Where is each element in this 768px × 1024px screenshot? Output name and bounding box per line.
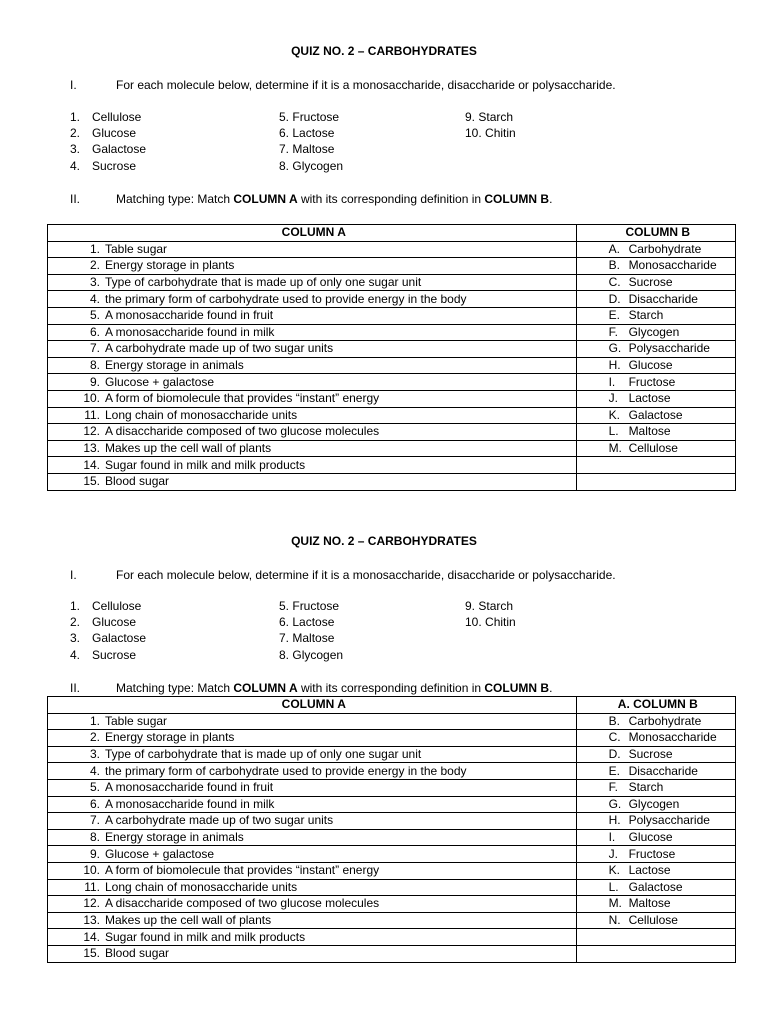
item-number: 3. [89, 275, 100, 290]
item-definition: A monosaccharide found in fruit [105, 308, 274, 323]
choice-letter: D. [608, 291, 621, 306]
item-definition: Energy storage in animals [105, 830, 244, 845]
column-b-cell [576, 440, 735, 457]
column-a-cell [48, 730, 577, 747]
item-definition: A carbohydrate made up of two sugar units [105, 813, 334, 828]
choice-letter: L. [608, 879, 619, 894]
item-number: 2. [89, 730, 100, 745]
column-b-cell [576, 258, 735, 275]
choice-term: Glucose [628, 358, 673, 373]
column-a-cell [48, 473, 577, 490]
table-row [48, 374, 736, 391]
item-number: 8. [89, 830, 100, 845]
column-b-cell [576, 324, 735, 341]
molecule-item: 6. Lactose [279, 615, 335, 629]
column-b-cell [576, 746, 735, 763]
choice-term: Glucose [628, 830, 673, 845]
item-number: 7. [89, 813, 100, 828]
item-definition: Makes up the cell wall of plants [105, 441, 272, 456]
table-row [48, 846, 736, 863]
column-a-cell [48, 390, 577, 407]
item-number: 12. [83, 896, 100, 911]
column-b-cell [576, 896, 735, 913]
choice-letter: E. [608, 763, 620, 778]
column-a-cell [48, 324, 577, 341]
item-definition: Glucose + galactose [105, 374, 215, 389]
column-b-cell [576, 796, 735, 813]
table-row [48, 763, 736, 780]
choice-term: Carbohydrate [628, 713, 702, 728]
column-b-cell [576, 457, 735, 474]
table-row [48, 713, 736, 730]
part-2-instruction: II. Matching type: Match COLUMN A with its corresponding definition in COLUMN B. [70, 192, 553, 206]
column-a-cell [48, 846, 577, 863]
column-b-cell [576, 407, 735, 424]
column-a-cell [48, 274, 577, 291]
table-row [48, 241, 736, 258]
table-row [48, 813, 736, 830]
item-number: 15. [83, 946, 100, 961]
choice-letter: B. [608, 713, 620, 728]
column-b-cell [576, 274, 735, 291]
table-row [48, 341, 736, 358]
item-definition: Table sugar [105, 241, 168, 256]
column-a-cell [48, 746, 577, 763]
matching-table [47, 224, 736, 491]
column-a-header: COLUMN A [48, 225, 577, 242]
choice-letter: L. [608, 424, 619, 439]
choice-term: Starch [628, 308, 664, 323]
table-row [48, 473, 736, 490]
item-number: 9. [89, 374, 100, 389]
column-a-cell [48, 763, 577, 780]
column-a-cell [48, 829, 577, 846]
choice-letter: G. [608, 796, 622, 811]
item-number: 12. [83, 424, 100, 439]
molecule-item: 8. Glycogen [279, 159, 344, 173]
item-number: 9. [89, 846, 100, 861]
choice-term: Glycogen [628, 796, 680, 811]
column-a-cell [48, 945, 577, 962]
column-a-cell [48, 440, 577, 457]
item-definition: the primary form of carbohydrate used to provide energy in the body [105, 291, 467, 306]
table-row [48, 357, 736, 374]
choice-letter: K. [608, 407, 620, 422]
choice-term: Cellulose [628, 913, 678, 928]
item-number: 10. [83, 863, 100, 878]
choice-term: Disaccharide [628, 763, 698, 778]
column-b-cell [576, 912, 735, 929]
item-definition: Type of carbohydrate that is made up of only one sugar unit [105, 275, 422, 290]
choice-term: Lactose [628, 863, 671, 878]
choice-letter: H. [608, 813, 621, 828]
choice-letter: G. [608, 341, 622, 356]
item-definition: the primary form of carbohydrate used to provide energy in the body [105, 763, 467, 778]
column-b-cell [576, 779, 735, 796]
item-number: 4. [89, 763, 100, 778]
column-a-cell [48, 357, 577, 374]
column-a-cell [48, 374, 577, 391]
column-b-cell [576, 862, 735, 879]
choice-term: Glycogen [628, 324, 680, 339]
item-definition: Sugar found in milk and milk products [105, 457, 306, 472]
choice-letter: N. [608, 913, 621, 928]
item-number: 11. [84, 879, 100, 894]
item-number: 11. [84, 407, 100, 422]
column-b-cell [576, 473, 735, 490]
choice-term: Maltose [628, 896, 671, 911]
molecule-item: 6. Lactose [279, 126, 335, 140]
item-number: 6. [89, 796, 100, 811]
item-number: 5. [89, 780, 100, 795]
column-a-cell [48, 341, 577, 358]
table-row [48, 407, 736, 424]
item-definition: A monosaccharide found in milk [105, 324, 275, 339]
part-text: For each molecule below, determine if it is a monosaccharide, disaccharide or polysaccharide. [116, 78, 616, 92]
column-a-cell [48, 896, 577, 913]
item-number: 5. [89, 308, 100, 323]
molecule-item: 8. Glycogen [279, 648, 344, 662]
table-row [48, 324, 736, 341]
choice-letter: E. [608, 308, 620, 323]
column-a-cell [48, 912, 577, 929]
choice-letter: H. [608, 358, 621, 373]
choice-term: Sucrose [628, 747, 673, 762]
choice-letter: I. [608, 830, 616, 845]
quiz-section-1 [0, 0, 768, 500]
column-b-header: COLUMN B [576, 225, 735, 242]
column-a-cell [48, 407, 577, 424]
column-a-cell [48, 779, 577, 796]
choice-letter: J. [608, 846, 618, 861]
column-a-cell [48, 258, 577, 275]
item-number: 13. [83, 913, 100, 928]
choice-term: Sucrose [628, 275, 673, 290]
table-row [48, 746, 736, 763]
item-definition: A form of biomolecule that provides “instant” energy [105, 391, 380, 406]
column-b-cell [576, 341, 735, 358]
molecule-item: 1. Cellulose [70, 599, 142, 613]
molecule-item: 7. Maltose [279, 142, 335, 156]
table-row [48, 258, 736, 275]
table-row [48, 390, 736, 407]
molecule-item: 5. Fructose [279, 599, 340, 613]
choice-letter: C. [608, 730, 621, 745]
item-definition: Sugar found in milk and milk products [105, 929, 306, 944]
table-row [48, 730, 736, 747]
part-text: For each molecule below, determine if it is a monosaccharide, disaccharide or polysaccharide. [116, 568, 616, 582]
part-1-instruction [70, 568, 616, 582]
molecule-item: 7. Maltose [279, 631, 335, 645]
item-definition: A disaccharide composed of two glucose molecules [105, 424, 380, 439]
part-2-instruction: II. Matching type: Match COLUMN A with its corresponding definition in COLUMN B. [70, 681, 553, 695]
choice-term: Carbohydrate [628, 241, 702, 256]
column-a-cell [48, 291, 577, 308]
column-b-cell [576, 357, 735, 374]
item-number: 7. [89, 341, 100, 356]
molecule-item: 3. Galactose [70, 631, 147, 645]
item-number: 8. [89, 358, 100, 373]
item-number: 14. [83, 929, 100, 944]
column-b-cell [576, 763, 735, 780]
item-number: 13. [83, 441, 100, 456]
item-definition: Energy storage in animals [105, 358, 244, 373]
table-row [48, 896, 736, 913]
column-b-cell [576, 730, 735, 747]
choice-term: Monosaccharide [628, 258, 717, 273]
column-a-cell [48, 713, 577, 730]
column-a-cell [48, 879, 577, 896]
table-row [48, 945, 736, 962]
column-b-cell [576, 879, 735, 896]
table-row [48, 307, 736, 324]
choice-letter: F. [608, 324, 618, 339]
item-number: 1. [89, 713, 100, 728]
molecule-item: 2. Glucose [70, 615, 137, 629]
column-b-cell [576, 241, 735, 258]
item-definition: A form of biomolecule that provides “instant” energy [105, 863, 380, 878]
part-number: I. [70, 568, 77, 582]
table-row [48, 440, 736, 457]
table-row [48, 291, 736, 308]
column-b-cell [576, 929, 735, 946]
item-number: 1. [89, 241, 100, 256]
table-row [48, 862, 736, 879]
item-number: 4. [89, 291, 100, 306]
item-number: 3. [89, 747, 100, 762]
molecule-item: 4. Sucrose [70, 159, 137, 173]
item-definition: Blood sugar [105, 474, 170, 489]
choice-term: Disaccharide [628, 291, 698, 306]
molecule-item: 9. Starch [465, 599, 514, 613]
table-row [48, 829, 736, 846]
column-b-cell [576, 307, 735, 324]
table-row [48, 929, 736, 946]
item-definition: A monosaccharide found in fruit [105, 780, 274, 795]
item-definition: A monosaccharide found in milk [105, 796, 275, 811]
matching-table [47, 696, 736, 963]
molecule-item: 4. Sucrose [70, 648, 137, 662]
table-row [48, 424, 736, 441]
table-row [48, 912, 736, 929]
molecule-item: 5. Fructose [279, 110, 340, 124]
molecule-item: 2. Glucose [70, 126, 137, 140]
column-a-cell [48, 307, 577, 324]
item-definition: Glucose + galactose [105, 846, 215, 861]
part-number: I. [70, 78, 77, 92]
column-a-header: COLUMN A [48, 697, 577, 714]
molecule-item: 10. Chitin [465, 615, 516, 629]
column-a-cell [48, 862, 577, 879]
quiz-title: QUIZ NO. 2 – CARBOHYDRATES [291, 534, 477, 548]
table-row [48, 779, 736, 796]
item-definition: Long chain of monosaccharide units [105, 879, 298, 894]
item-number: 10. [83, 391, 100, 406]
quiz-section-2 [0, 490, 768, 990]
item-definition: Energy storage in plants [105, 258, 235, 273]
choice-term: Monosaccharide [628, 730, 717, 745]
part-1-instruction [70, 78, 616, 92]
choice-letter: A. [608, 241, 620, 256]
table-row [48, 457, 736, 474]
column-a-cell [48, 424, 577, 441]
item-number: 6. [89, 324, 100, 339]
item-definition: Energy storage in plants [105, 730, 235, 745]
column-b-cell [576, 424, 735, 441]
column-b-cell [576, 846, 735, 863]
choice-term: Fructose [628, 374, 676, 389]
table-row [48, 879, 736, 896]
column-a-cell [48, 241, 577, 258]
column-a-cell [48, 929, 577, 946]
choice-letter: B. [608, 258, 620, 273]
column-b-cell [576, 291, 735, 308]
item-number: 15. [83, 474, 100, 489]
column-a-cell [48, 457, 577, 474]
item-definition: Type of carbohydrate that is made up of only one sugar unit [105, 747, 422, 762]
choice-term: Fructose [628, 846, 676, 861]
item-number: 14. [83, 457, 100, 472]
item-definition: Blood sugar [105, 946, 170, 961]
quiz-title: QUIZ NO. 2 – CARBOHYDRATES [291, 44, 477, 58]
table-row [48, 274, 736, 291]
choice-term: Polysaccharide [628, 341, 710, 356]
item-number: 2. [89, 258, 100, 273]
choice-letter: M. [608, 441, 622, 456]
column-a-cell [48, 796, 577, 813]
column-b-header: A. COLUMN B [576, 697, 735, 714]
choice-letter: M. [608, 896, 622, 911]
molecule-item: 10. Chitin [465, 126, 516, 140]
choice-letter: I. [608, 374, 616, 389]
molecule-item: 9. Starch [465, 110, 514, 124]
column-b-cell [576, 713, 735, 730]
item-definition: Makes up the cell wall of plants [105, 913, 272, 928]
choice-term: Lactose [628, 391, 671, 406]
column-a-cell [48, 813, 577, 830]
choice-letter: F. [608, 780, 618, 795]
choice-letter: C. [608, 275, 621, 290]
item-definition: Long chain of monosaccharide units [105, 407, 298, 422]
choice-term: Polysaccharide [628, 813, 710, 828]
choice-term: Maltose [628, 424, 671, 439]
item-definition: A carbohydrate made up of two sugar units [105, 341, 334, 356]
column-b-cell [576, 813, 735, 830]
column-b-cell [576, 945, 735, 962]
choice-letter: K. [608, 863, 620, 878]
column-b-cell [576, 829, 735, 846]
choice-letter: D. [608, 747, 621, 762]
molecule-item: 1. Cellulose [70, 110, 142, 124]
choice-term: Galactose [628, 879, 683, 894]
column-b-cell [576, 390, 735, 407]
choice-term: Starch [628, 780, 664, 795]
choice-letter: J. [608, 391, 618, 406]
column-b-cell [576, 374, 735, 391]
choice-term: Galactose [628, 407, 683, 422]
molecule-item: 3. Galactose [70, 142, 147, 156]
item-definition: A disaccharide composed of two glucose molecules [105, 896, 380, 911]
choice-term: Cellulose [628, 441, 678, 456]
item-definition: Table sugar [105, 713, 168, 728]
table-row [48, 796, 736, 813]
